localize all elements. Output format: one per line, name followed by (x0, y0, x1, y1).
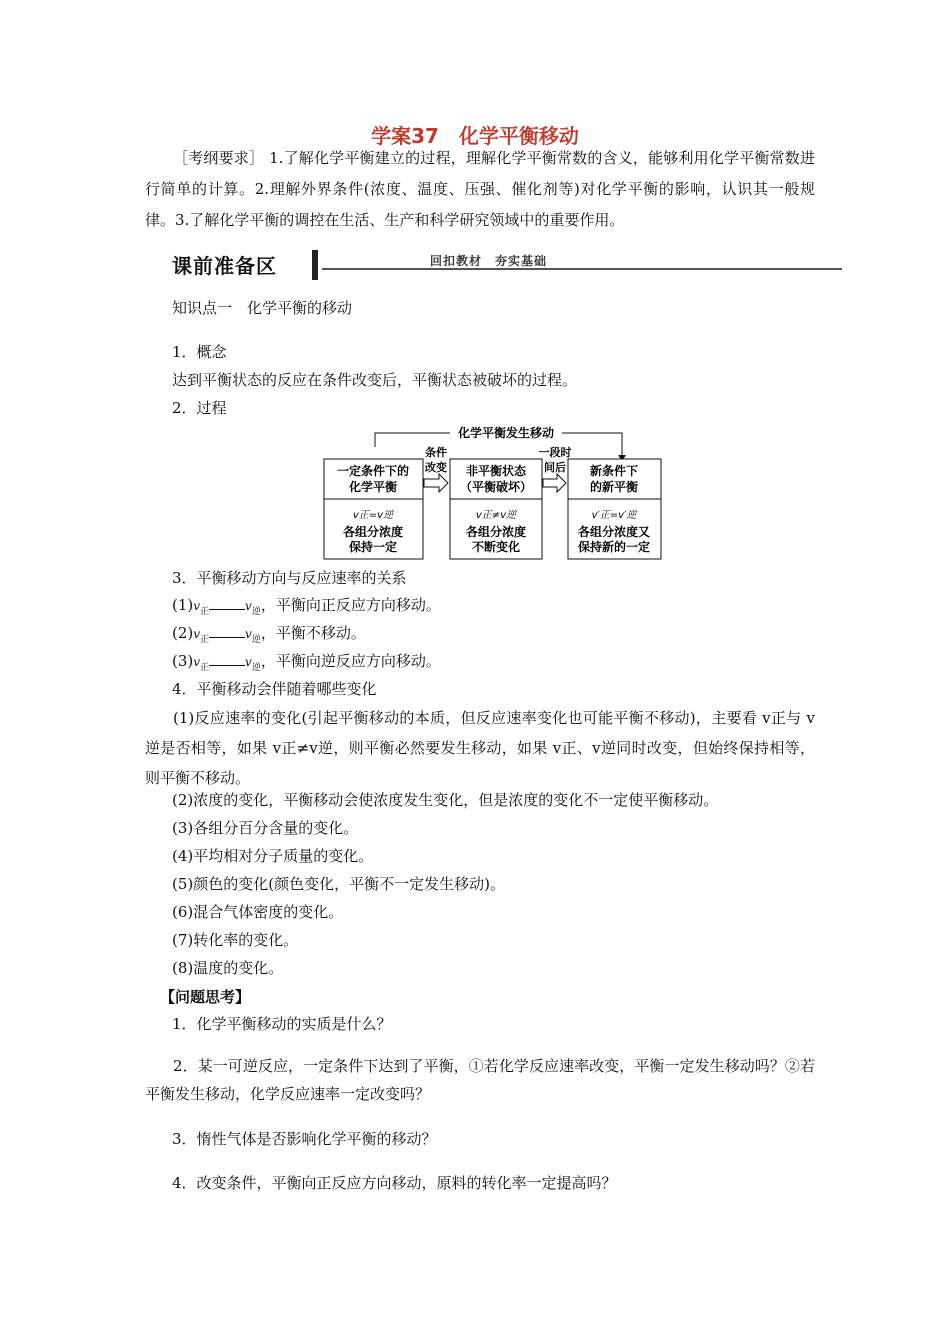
question-2: 2．某一可逆反应，一定条件下达到了平衡，①若化学反应速率改变，平衡一定发生移动吗？②若平衡发生移动，化学反应速率一定改变吗？ (145, 1057, 815, 1103)
changes-item: (8)温度的变化。 (172, 959, 284, 977)
svg-text:不断变化: 不断变化 (471, 540, 521, 554)
svg-text:的新平衡: 的新平衡 (589, 480, 639, 494)
svg-text:保持一定: 保持一定 (348, 540, 398, 554)
svg-text:化学平衡: 化学平衡 (348, 480, 398, 494)
changes-item: (4)平均相对分子质量的变化。 (172, 847, 374, 865)
changes-item: (7)转化率的变化。 (172, 931, 299, 949)
svg-text:非平衡状态: 非平衡状态 (465, 464, 527, 478)
changes-item: (6)混合气体密度的变化。 (172, 903, 344, 921)
changes-item: (3)各组分百分含量的变化。 (172, 819, 359, 837)
question-1: 1．化学平衡移动的实质是什么？ (172, 1015, 392, 1033)
relation-item: $(3)v_正$ $v_逆$，平衡向逆反应方向移动。 (172, 652, 441, 673)
concept-heading: 1．概念 (172, 343, 227, 361)
svg-text:新条件下: 新条件下 (589, 464, 639, 478)
requirements-text: ［考纲要求］ 1.了解化学平衡建立的过程，理解化学平衡常数的含义，能够利用化学平衡常数进行简单的计算。2.理解外界条件(浓度、温度、压强、催化剂等)对化学平衡的影响，认识其一般规律。3.了解化学平衡的调控在生活、生产和科学研究领域中的重要作用。 (145, 149, 815, 229)
fill-blank[interactable] (209, 651, 245, 666)
questions-heading: 【问题思考】 (160, 988, 251, 1006)
svg-text:（平衡破坏）: （平衡破坏） (459, 480, 533, 494)
relation-item: $(2)v_正$ $v_逆$，平衡不移动。 (172, 624, 366, 645)
arrow-right-icon (543, 474, 566, 492)
process-diagram (320, 425, 665, 565)
svg-text:v′正=v′逆: v′正=v′逆 (591, 510, 637, 521)
page-title: 学案37 化学平衡移动 (371, 124, 579, 148)
banner-label: 课前准备区 (172, 254, 277, 278)
fill-blank[interactable] (209, 595, 245, 610)
svg-text:各组分浓度: 各组分浓度 (465, 525, 527, 539)
svg-text:一定条件下的: 一定条件下的 (336, 464, 410, 478)
banner-bar (312, 250, 318, 280)
changes-item: (5)颜色的变化(颜色变化，平衡不一定发生移动)。 (172, 875, 505, 893)
process-heading: 2．过程 (172, 399, 227, 417)
banner-subtitle: 回扣教材 夯实基础 (430, 254, 548, 268)
svg-text:一段时: 一段时 (538, 446, 572, 459)
svg-text:各组分浓度又: 各组分浓度又 (577, 525, 651, 539)
question-4: 4．改变条件，平衡向正反应方向移动，原料的转化率一定提高吗？ (172, 1174, 617, 1192)
arrow-right-icon (424, 474, 448, 492)
changes-item-1: (1)反应速率的变化(引起平衡移动的本质，但反应速率变化也可能平衡不移动)，主要看 v正与 v逆是否相等，如果 v正≠v逆，则平衡必然要发生移动，如果 v正、v逆同时改变，但始终保持相等，则平衡不移动。 (145, 709, 815, 787)
question-3: 3．惰性气体是否影响化学平衡的移动？ (172, 1130, 437, 1148)
changes-heading: 4．平衡移动会伴随着哪些变化 (172, 680, 377, 698)
fill-blank[interactable] (209, 623, 245, 638)
relation-item: $(1)v_正$ $v_逆$，平衡向正反应方向移动。 (172, 596, 441, 617)
top-label: 化学平衡发生移动 (457, 426, 555, 440)
banner-rule (322, 268, 842, 270)
relation-heading: 3．平衡移动方向与反应速率的关系 (172, 569, 407, 587)
svg-text:改变: 改变 (425, 461, 447, 474)
svg-text:各组分浓度: 各组分浓度 (342, 525, 404, 539)
concept-text: 达到平衡状态的反应在条件改变后，平衡状态被破坏的过程。 (172, 371, 578, 389)
svg-text:v正=v逆: v正=v逆 (352, 510, 394, 521)
svg-text:间后: 间后 (544, 461, 566, 474)
svg-text:v正≠v逆: v正≠v逆 (475, 510, 517, 521)
svg-text:保持新的一定: 保持新的一定 (577, 540, 651, 554)
changes-item: (2)浓度的变化，平衡移动会使浓度发生变化，但是浓度的变化不一定使平衡移动。 (172, 791, 719, 809)
section-title: 知识点一 化学平衡的移动 (172, 299, 353, 317)
svg-text:条件: 条件 (425, 446, 447, 459)
